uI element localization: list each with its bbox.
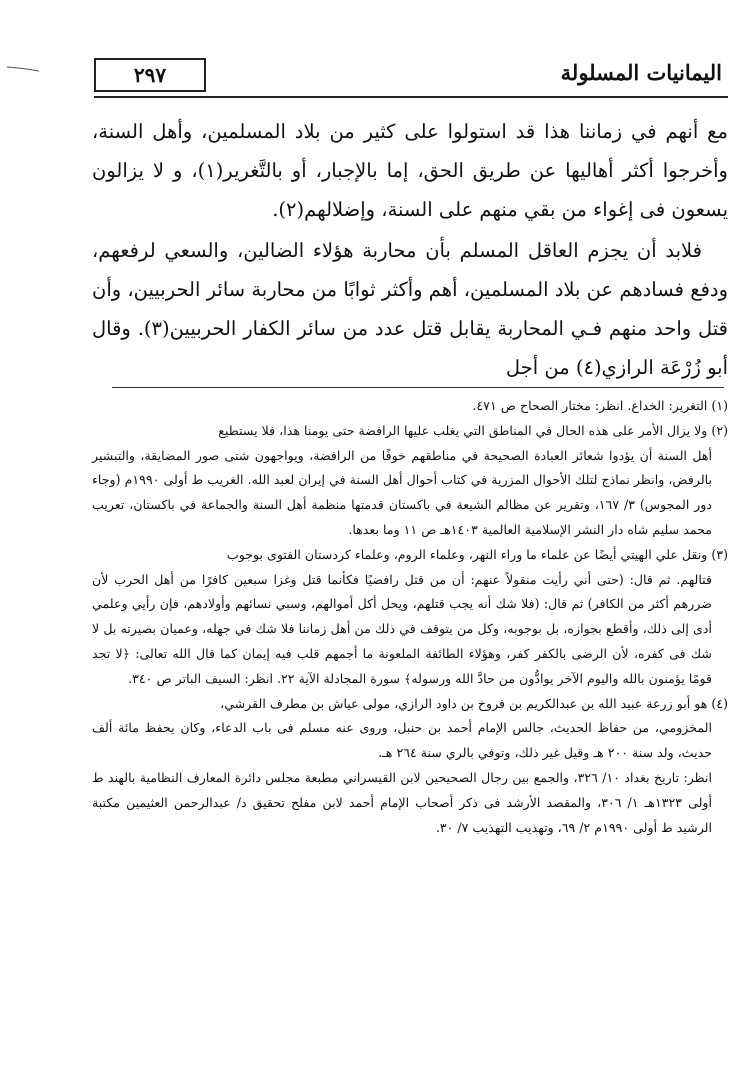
running-title: اليمانيات المسلولة	[560, 60, 722, 85]
footnote-4: (٤) هو أبو زرعة عبيد الله بن عبدالكريم بن فروخ بن داود الرازي، مولى عياش بن مطرف القرشي،	[220, 695, 728, 711]
footnote-3: (٣) ونقل علي الهيتي أيضًا عن علماء ما وراء النهر، وعلماء الروم، وعلماء كردستان الفتوى بوجوب	[226, 546, 728, 562]
footnote-2: (٢) ولا يزال الأمر على هذه الحال في المناطق التي يغلب عليها الرافضة حتى يومنا هذا، فلا يستطيع	[218, 422, 728, 438]
stray-pen-mark	[6, 66, 40, 72]
footnote-4-references: انظر: تاريخ بغداد ١٠/ ٣٢٦، والجمع بين رجال الصحيحين لابن القيسراني مطبعة مجلس دائرة المعارف النظامية بالهند ط أولى ١٣٢٣هـ ١/ ٣٠٦، والمقصد الأرشد فى ذكر أصحاب الإمام أحمد لابن مفلح تحقيق د/ عبدالرحمن العثيمين مكتبة الرشيد ط أولى ١٩٩٠م ٢/ ٦٩، وتهذيب التهذيب ٧/ ٣٠.	[92, 769, 713, 835]
page-number: ٢٩٧	[94, 58, 206, 92]
footnotes	[92, 394, 728, 840]
header-rule	[94, 96, 728, 98]
body-paragraph-2: فلابد أن يجزم العاقل المسلم بأن محاربة هؤلاء الضالين، والسعي لرفعهم، ودفع فسادهم عن بلاد المسلمين، أهم وأكثر ثوابًا من محاربة سائر الحربيين، وأن قتل واحد منهم فـي المحاربة يقابل قتل عدد من سائر الكفار الحربيين(٣). وقال أبو زُرْعَة الرازي(٤) من أجل	[92, 239, 728, 379]
main-text	[92, 112, 728, 387]
footnote-4-continuation: المخزومي، من حفاظ الحديث، جالس الإمام أحمد بن حنبل، وروى عنه مسلم فى باب الدعاء، وكان يحفظ مائة ألف حديث، ولد سنة ٢٠٠ هـ وقيل غير ذلك، وتوفي بالري سنة ٢٦٤ هـ.	[92, 720, 712, 761]
footnote-2-continuation: أهل السنة أن يؤدوا شعائر العبادة الصحيحة في مناطقهم خوفًا من الرافضة، ويواجهون شتى صور المضايقة، والتبشير بالرفض، وانظر نماذج لتلك الأحوال المزرية في كتاب أحوال أهل السنة في إيران لعبد الله. الغريب ط أولى ١٩٩٠م (وجاء دور المجوس) ٣/ ١٦٧، وتقرير عن مظالم الشيعة في باكستان قدمتها منظمة أهل السنة والجماعة في باكستان، تعريب محمد سليم شاه دار النشر الإسلامية العالمية ١٤٠٣هـ ص ١١ وما بعدها.	[92, 447, 713, 537]
page-header	[94, 58, 728, 98]
footnote-separator	[112, 387, 724, 388]
footnote-1: (١) التغرير: الخداع. انظر: مختار الصحاح ص ٤٧١.	[472, 398, 728, 413]
footnote-3-continuation: قتالهم. ثم قال: (حتى أني رأيت منقولاً عنهم: أن من قتل رافضيًا فكأنما قتل وغزا سبعين كافرًا من أهل الحرب لأن ضررهم أكثر من الكافر) ثم قال: (فلا شك أنه يجب قتلهم، ويحل أكل أموالهم، وسبي نسائهم وأولادهم، فإن رأيي وعلمي أدى إلى ذلك، وأقطع بجوازه، بل بوجوبه، وكل من يتوقف في ذلك من أهل زماننا فلا شك في جهله، وعميان بصيرته بل لا شك فى كفره، لأن الرضى بالكفر كفر، وهؤلاء الطائفة الملعونة ما أجمهم قلب فيه إيمان كما قال الله تعالى: ﴿لا تجد قومًا يؤمنون بالله واليوم الآخر يوادُّون من حادَّ الله ورسوله﴾ سورة المجادلة الآية ٢٢. انظر: السيف الباتر ص ٣٤٠.	[92, 571, 712, 686]
body-paragraph-1: مع أنهم في زماننا هذا قد استولوا على كثير من بلاد المسلمين، وأهل السنة، وأخرجوا أكثر أهاليها عن طريق الحق، إما بالإجبار، أو بالتَّغرير(١)، و لا يزالون يسعون فى إغواء من بقي منهم على السنة، وإضلالهم(٢).	[92, 120, 728, 221]
